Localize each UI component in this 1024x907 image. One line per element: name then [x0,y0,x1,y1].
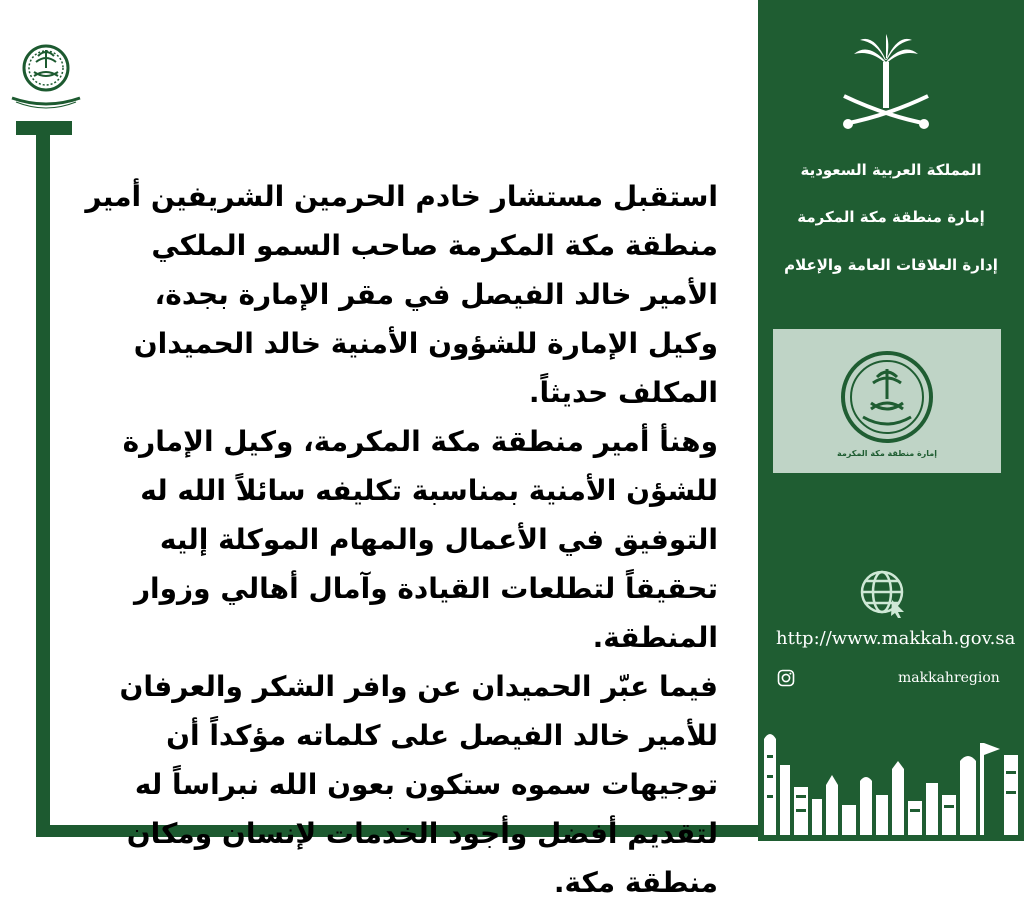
instagram-icon [777,669,795,687]
globe-icon [858,568,908,618]
emirate-logo-box [773,329,1001,473]
article-paragraph-2: وهنأ أمير منطقة مكة المكرمة، وكيل الإمارة للشؤن الأمنية بمناسبة تكليفه سائلاً الله له التوفيق في الأعمال والمهام الموكلة إليه تحقيقاً لتطلعات القيادة وآمال أهالي وزوار المنطقة. [122,425,718,654]
logo-caption: إمارة منطقة مكة المكرمة [836,449,937,458]
city-skyline-illustration [760,725,1024,835]
article-paragraph-3: فيما عبّر الحميدان عن وافر الشكر والعرفان للأمير خالد الفيصل على كلماته مؤكداً أن توجيهات سموه ستكون بعون الله نبراساً له لتقديم أفضل وأجود الخدمات لإنسان ومكان منطقة مكة. [119,670,718,899]
emirate-seal-icon [837,347,937,447]
panel-title-department: إدارة العلاقات العامة والإعلام [784,256,998,274]
frame-left-bar [36,121,50,837]
panel-title-country: المملكة العربية السعودية [800,161,982,179]
instagram-handle[interactable]: makkahregion [898,670,1000,686]
website-link[interactable]: http://www.makkah.gov.sa [776,628,1016,649]
article-paragraph-1: استقبل مستشار خادم الحرمين الشريفين أمير منطقة مكة المكرمة صاحب السمو الملكي الأمير خالد الفيصل في مقر الإمارة بجدة، وكيل الإمارة للشؤون الأمنية خالد الحميدان المكلف حديثاً. [85,180,718,409]
article-text [78,172,718,907]
saudi-emblem-icon [838,32,934,136]
makkah-emblem-logo [8,38,84,114]
panel-title-emirate: إمارة منطقة مكة المكرمة [797,208,985,226]
